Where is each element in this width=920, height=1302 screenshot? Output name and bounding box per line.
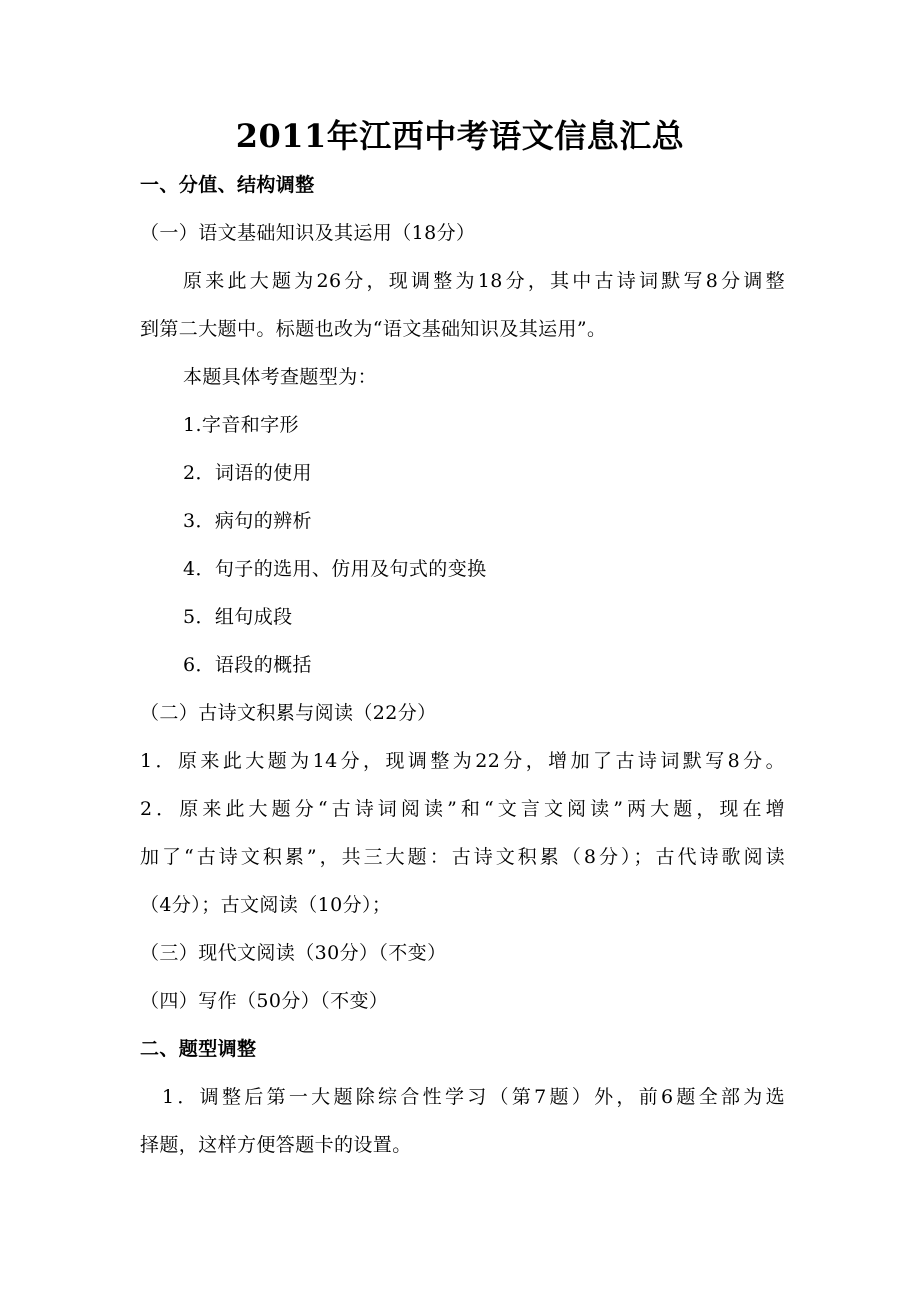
subsection-heading-3: （三）现代文阅读（30分）（不变） — [140, 942, 447, 964]
paragraph-line: 择题，这样方便答题卡的设置。 — [140, 1134, 412, 1156]
paragraph-line: 2．原来此大题分“古诗词阅读”和“文言文阅读”两大题，现在增 — [140, 798, 785, 820]
paragraph-line: 1．原来此大题为14分，现调整为22分，增加了古诗词默写8分。 — [140, 750, 785, 772]
paragraph-line: 本题具体考查题型为： — [183, 366, 378, 388]
paragraph-line: 加了“古诗文积累”，共三大题：古诗文积累（8分）；古代诗歌阅读 — [140, 846, 785, 868]
paragraph-line: 原来此大题为26分，现调整为18分，其中古诗词默写8分调整 — [183, 270, 785, 292]
subsection-heading-4: （四）写作（50分）（不变） — [140, 990, 389, 1012]
section-heading-1: 一、分值、结构调整 — [140, 174, 315, 196]
list-item: 2．词语的使用 — [183, 462, 312, 484]
subsection-heading-1: （一）语文基础知识及其运用（18分） — [140, 222, 476, 244]
list-item: 1.字音和字形 — [183, 414, 299, 436]
list-item: 6．语段的概括 — [183, 654, 312, 676]
paragraph-line: （4分）；古文阅读（10分）； — [140, 894, 392, 916]
subsection-heading-2: （二）古诗文积累与阅读（22分） — [140, 702, 437, 724]
list-item: 3．病句的辨析 — [183, 510, 312, 532]
list-item: 4．句子的选用、仿用及句式的变换 — [183, 558, 487, 580]
paragraph-line: 到第二大题中。标题也改为“语文基础知识及其运用”。 — [140, 318, 607, 340]
document-title: 2011年江西中考语文信息汇总 — [235, 117, 685, 155]
section-heading-2: 二、题型调整 — [140, 1038, 257, 1060]
list-item: 5．组句成段 — [183, 606, 293, 628]
paragraph-line: 1．调整后第一大题除综合性学习（第7题）外，前6题全部为选 — [162, 1086, 785, 1108]
